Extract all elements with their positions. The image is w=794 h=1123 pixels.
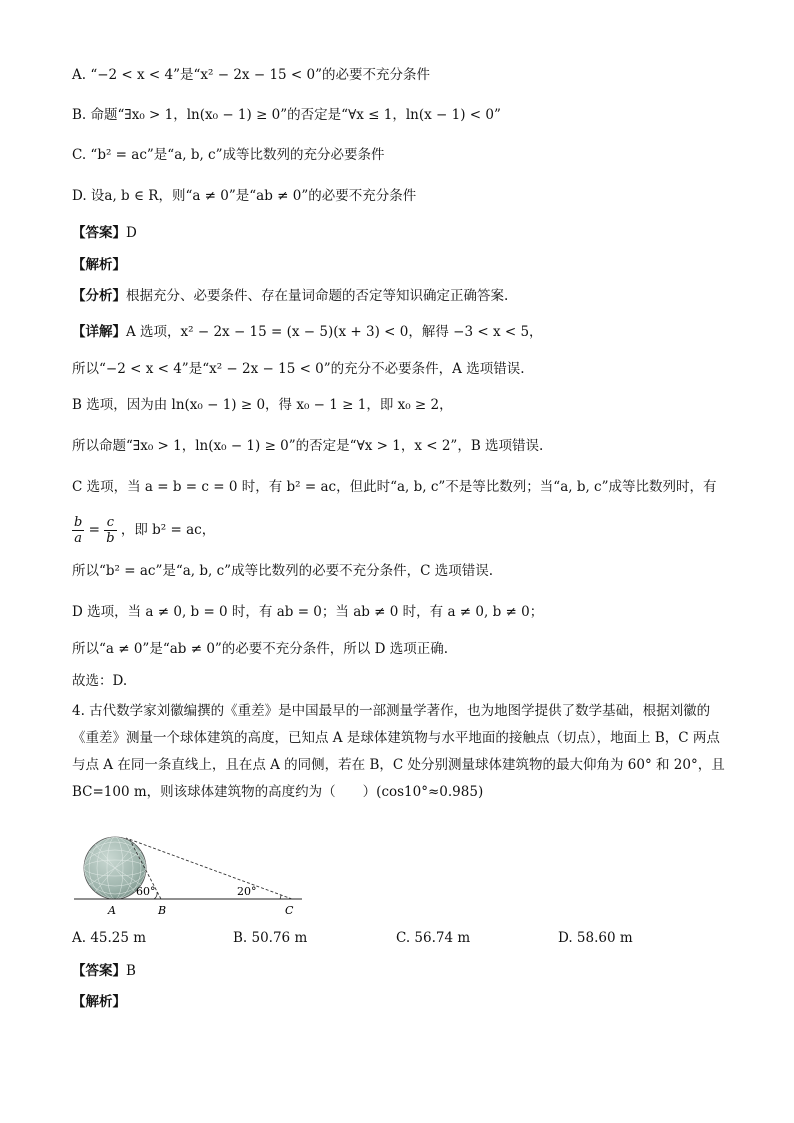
q4-option-c: C. 56.74 m	[396, 930, 471, 946]
equals-sign: =	[88, 522, 100, 538]
q4-stem: 4. 古代数学家刘徽编撰的《重差》是中国最早的一部测量学著作，也为地图学提供了数学基础，根据刘徽的《重差》测量一个球体建筑的高度，已知点 A 是球体建筑物与水平地面的接触点（切点），地面上 B，C 两点与点 A 在同一条直线上，且在点 A 的同侧，若在 B，C 处分别测量球体建筑物的最大仰角为 60° 和 20°，且 BC=100 m，则该球体建筑物的高度约为（ ）(cos10°≈0.985)	[72, 703, 725, 800]
answer-label: 【答案】	[72, 225, 126, 241]
detail-a1-text: A 选项，x² − 2x − 15 = (x − 5)(x + 3) < 0，解得 −3 < x < 5，	[126, 324, 543, 340]
q4-option-a: A. 45.25 m	[72, 930, 147, 946]
q3-detail-b1: B 选项，因为由 ln(x₀ − 1) ≥ 0，得 x₀ − 1 ≥ 1，即 x₀ ≥ 2，	[72, 397, 453, 413]
fenxi-text: 根据充分、必要条件、存在量词命题的否定等知识确定正确答案.	[126, 288, 509, 304]
q3-detail-c1: C 选项，当 a = b = c = 0 时，有 b² = ac，但此时“a, b, c”不是等比数列；当“a, b, c”成等比数列时，有	[72, 479, 717, 495]
frac-num: c	[104, 515, 116, 531]
point-label-a: A	[108, 904, 116, 917]
q4-figure	[70, 828, 310, 920]
analysis-label: 【解析】	[72, 994, 126, 1010]
answer-value: B	[126, 963, 136, 979]
detail-label: 【详解】	[72, 324, 126, 340]
fenxi-label: 【分析】	[72, 288, 126, 304]
answer-label: 【答案】	[72, 963, 126, 979]
q3-detail-a2: 所以“−2 < x < 4”是“x² − 2x − 15 < 0”的充分不必要条件，A 选项错误.	[72, 361, 525, 377]
angle-arc-c	[280, 895, 281, 899]
point-label-b: B	[158, 904, 167, 917]
q4-option-d: D. 58.60 m	[558, 930, 633, 946]
angle-label-c: 20°	[237, 885, 257, 898]
q3-option-b: B. 命题“∃x₀ > 1，ln(x₀ − 1) ≥ 0”的否定是“∀x ≤ 1，ln(x − 1) < 0”	[72, 107, 501, 123]
q3-fenxi	[72, 287, 508, 305]
q3-detail-d1: D 选项，当 a ≠ 0, b = 0 时，有 ab = 0；当 ab ≠ 0 时，有 a ≠ 0, b ≠ 0；	[72, 604, 544, 620]
q3-option-d: D. 设a, b ∈ R，则“a ≠ 0”是“ab ≠ 0”的必要不充分条件	[72, 188, 417, 204]
q4-answer	[72, 962, 136, 980]
frac-den: b	[106, 531, 115, 546]
analysis-label: 【解析】	[72, 257, 126, 273]
q3-analysis	[72, 256, 126, 274]
frac-den: a	[74, 531, 83, 546]
q4-analysis	[72, 993, 126, 1011]
q3-option-a: A. “−2 < x < 4”是“x² − 2x − 15 < 0”的必要不充分条件	[72, 67, 431, 83]
q3-choice: 故选：D.	[72, 673, 128, 689]
frac-num: b	[74, 515, 83, 530]
q3-option-c: C. “b² = ac”是“a, b, c”成等比数列的充分必要条件	[72, 147, 385, 163]
q3-detail-b2: 所以命题“∃x₀ > 1，ln(x₀ − 1) ≥ 0”的否定是“∀x > 1，x < 2”，B 选项错误.	[72, 438, 544, 454]
q3-answer	[72, 224, 137, 242]
q3-detail-c3: 所以“b² = ac”是“a, b, c”成等比数列的必要不充分条件，C 选项错误.	[72, 563, 493, 579]
q3-detail-a1	[72, 323, 543, 341]
q4-option-b: B. 50.76 m	[233, 930, 308, 946]
q3-detail-c2	[72, 512, 215, 548]
answer-value: D	[126, 225, 137, 241]
q3-detail-d2: 所以“a ≠ 0”是“ab ≠ 0”的必要不充分条件，所以 D 选项正确.	[72, 641, 449, 657]
fraction-b-over-a	[72, 515, 84, 546]
fraction-c-over-b	[104, 515, 116, 546]
point-label-c: C	[285, 904, 294, 917]
angle-label-b: 60°	[136, 885, 156, 898]
detail-c2-tail: ，即 b² = ac，	[120, 522, 216, 538]
